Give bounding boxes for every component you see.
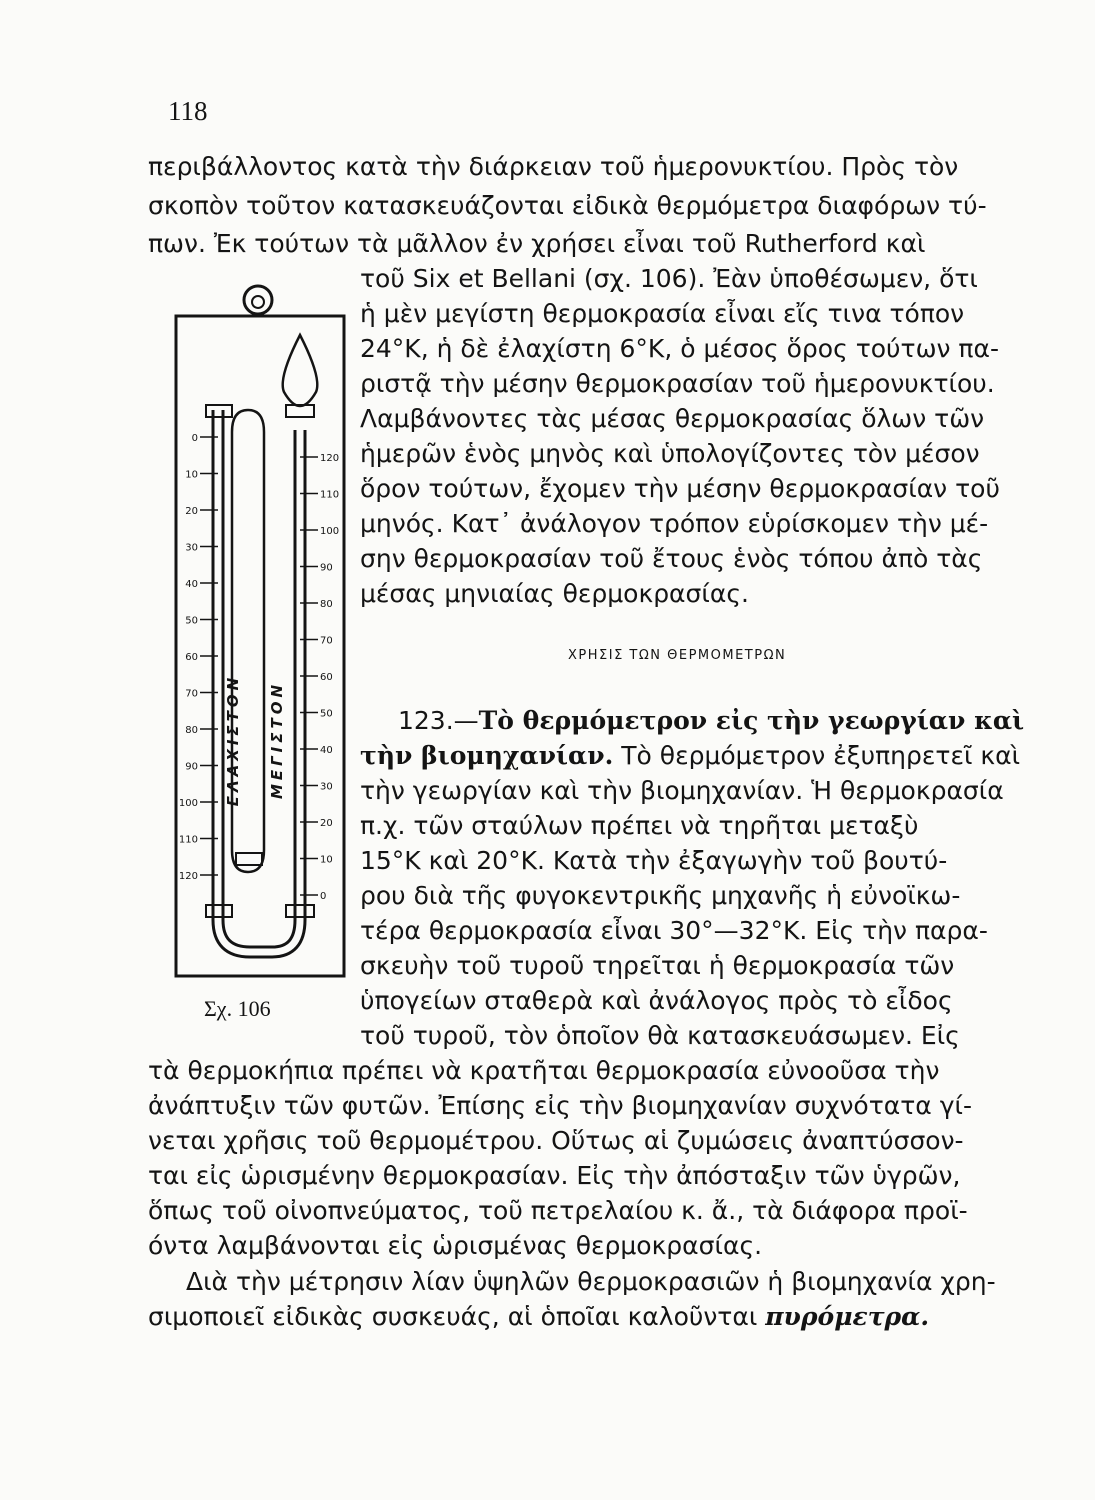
scale-label: 110 — [178, 834, 198, 846]
scale-label: 50 — [320, 708, 333, 720]
text-line: ται εἰς ὡρισμένην θερμοκρασίαν. Εἰς τὴν ἀπόσταξιν τῶν ὑγρῶν, — [148, 1161, 961, 1190]
text-line: ὅπως τοῦ οἰνοπνεύματος, τοῦ πετρελαίου κ. ἄ., τὰ διάφορα προϊ- — [148, 1196, 968, 1225]
min-label: ΕΛΑΧΙΣΤΟΝ — [224, 673, 242, 807]
scale-label: 40 — [185, 579, 198, 590]
text-line: τοῦ Six et Bellani (σχ. 106). Ἐὰν ὑποθέσωμεν, ὅτι — [360, 264, 978, 293]
text-line: τέρα θερμοκρασία εἶναι 30°—32°Κ. Εἰς τὴν παρα- — [360, 916, 988, 945]
scale-label: 100 — [320, 526, 340, 537]
hanging-ring — [244, 286, 272, 314]
text-line: σκευὴν τοῦ τυροῦ τηρεῖται ἡ θερμοκρασία τῶν — [360, 951, 955, 980]
scale-label: 60 — [185, 652, 198, 663]
section-title-continued: τὴν βιομηχανίαν. — [360, 741, 614, 770]
section-heading: ΧΡΗΣΙΣ ΤΩΝ ΘΕΡΜΟΜΕΤΡΩΝ — [568, 648, 787, 663]
scale-label: 70 — [185, 688, 198, 700]
section-number: 123.— — [398, 706, 479, 735]
scale-label: 40 — [320, 745, 333, 756]
scale-label: 30 — [320, 781, 333, 793]
text-line: ριστᾷ τὴν μέσην θερμοκρασίαν τοῦ ἡμερονυκτίου. — [360, 369, 995, 398]
scale-label: 90 — [185, 761, 198, 773]
text-line: μηνός. Κατ᾽ ἀνάλογον τρόπον εὑρίσκομεν τὴν μέ- — [360, 509, 989, 538]
scale-label: 100 — [178, 798, 198, 809]
text-line: Λαμβάνοντες τὰς μέσας θερμοκρασίας ὅλων τῶν — [360, 404, 985, 433]
scale-label: 80 — [185, 725, 198, 736]
text-line: όντα λαμβάνονται εἰς ὡρισμένας θερμοκρασίας. — [148, 1231, 763, 1260]
section-title-line — [398, 706, 1024, 736]
text-line: σην θερμοκρασίαν τοῦ ἔτους ἑνὸς τόπου ἀπὸ τὰς — [360, 544, 983, 573]
text-line: σκοπὸν τοῦτον κατασκευάζονται εἰδικὰ θερμόμετρα διαφόρων τύ- — [148, 191, 987, 220]
max-label: ΜΕΓΙΣΤΟΝ — [268, 680, 286, 800]
text-line: ρου διὰ τῆς φυγοκεντρικῆς μηχανῆς ἡ εὐνοϊκω- — [360, 881, 961, 910]
figure-caption: Σχ. 106 — [204, 996, 271, 1021]
text-line: 24°Κ, ἡ δὲ ἐλαχίστη 6°Κ, ὁ μέσος ὅρος τούτων πα- — [360, 334, 999, 363]
scale-label: 60 — [320, 672, 333, 683]
text-line: ὑπογείων σταθερὰ καὶ ἀνάλογος πρὸς τὸ εἶδος — [360, 986, 953, 1015]
text-line: Διὰ τὴν μέτρησιν λίαν ὑψηλῶν θερμοκρασιῶν ἡ βιομηχανία χρη- — [186, 1267, 996, 1296]
text-line: ὅρον τούτων, ἔχομεν τὴν μέσην θερμοκρασίαν τοῦ — [360, 474, 1000, 503]
scale-label: 80 — [320, 599, 333, 610]
text-line: τὰ θερμοκήπια πρέπει νὰ κρατῆται θερμοκρασία εὐνοοῦσα τὴν — [148, 1056, 940, 1085]
text-line: π.χ. τῶν σταύλων πρέπει νὰ τηρῆται μεταξὺ — [360, 811, 919, 840]
scale-label: 120 — [320, 453, 340, 464]
scale-label: 20 — [185, 506, 198, 517]
section-title-line — [360, 741, 1020, 771]
text-line: ἀνάπτυξιν τῶν φυτῶν. Ἐπίσης εἰς τὴν βιομηχανίαν συχνότατα γί- — [148, 1091, 972, 1120]
scale-label: 110 — [320, 489, 340, 501]
section-title: Τὸ θερμόμετρον εἰς τὴν γεωργίαν καὶ — [478, 706, 1025, 735]
scale-label: 20 — [320, 818, 333, 829]
text-line — [148, 1302, 929, 1332]
text-line: 15°Κ καὶ 20°Κ. Κατὰ τὴν ἐξαγωγὴν τοῦ βουτύ- — [360, 846, 948, 875]
text-line: νεται χρῆσις τοῦ θερμομέτρου. Οὕτως αἱ ζυμώσεις ἀναπτύσσον- — [148, 1126, 964, 1155]
scale-label: 10 — [185, 469, 198, 481]
scale-label: 120 — [178, 871, 198, 882]
scale-label: 50 — [185, 615, 198, 627]
scale-label: 10 — [320, 854, 333, 866]
scale-label: 90 — [320, 562, 333, 574]
page-number: 118 — [168, 96, 208, 126]
text-line: τοῦ τυροῦ, τὸν ὁποῖον θὰ κατασκευάσωμεν. Εἰς — [360, 1021, 960, 1050]
thermometer-illustration — [160, 280, 360, 990]
scale-label: 0 — [320, 891, 327, 902]
scale-label: 70 — [320, 635, 333, 647]
text-fragment: Τὸ θερμόμετρον ἐξυπηρετεῖ καὶ — [613, 741, 1021, 770]
scale-label: 30 — [185, 542, 198, 554]
text-line: περιβάλλοντος κατὰ τὴν διάρκειαν τοῦ ἡμερονυκτίου. Πρὸς τὸν — [148, 152, 959, 181]
text-line: ἡμερῶν ἑνὸς μηνὸς καὶ ὑπολογίζοντες τὸν μέσον — [360, 439, 980, 468]
emphasized-term: πυρόμετρα. — [765, 1302, 930, 1331]
figure-thermometer — [160, 280, 360, 990]
text-line: τὴν γεωργίαν καὶ τὴν βιομηχανίαν. Ἡ θερμοκρασία — [360, 776, 1004, 805]
text-line: πων. Ἐκ τούτων τὰ μᾶλλον ἐν χρήσει εἶναι τοῦ Rutherford καὶ — [148, 229, 926, 258]
text-line: ἡ μὲν μεγίστη θερμοκρασία εἶναι εἴς τινα τόπον — [360, 299, 965, 328]
text-line: μέσας μηνιαίας θερμοκρασίας. — [360, 579, 749, 608]
text-fragment: σιμοποιεῖ εἰδικὰς συσκευάς, αἱ ὁποῖαι καλοῦνται — [148, 1302, 766, 1331]
scale-label: 0 — [191, 433, 198, 444]
